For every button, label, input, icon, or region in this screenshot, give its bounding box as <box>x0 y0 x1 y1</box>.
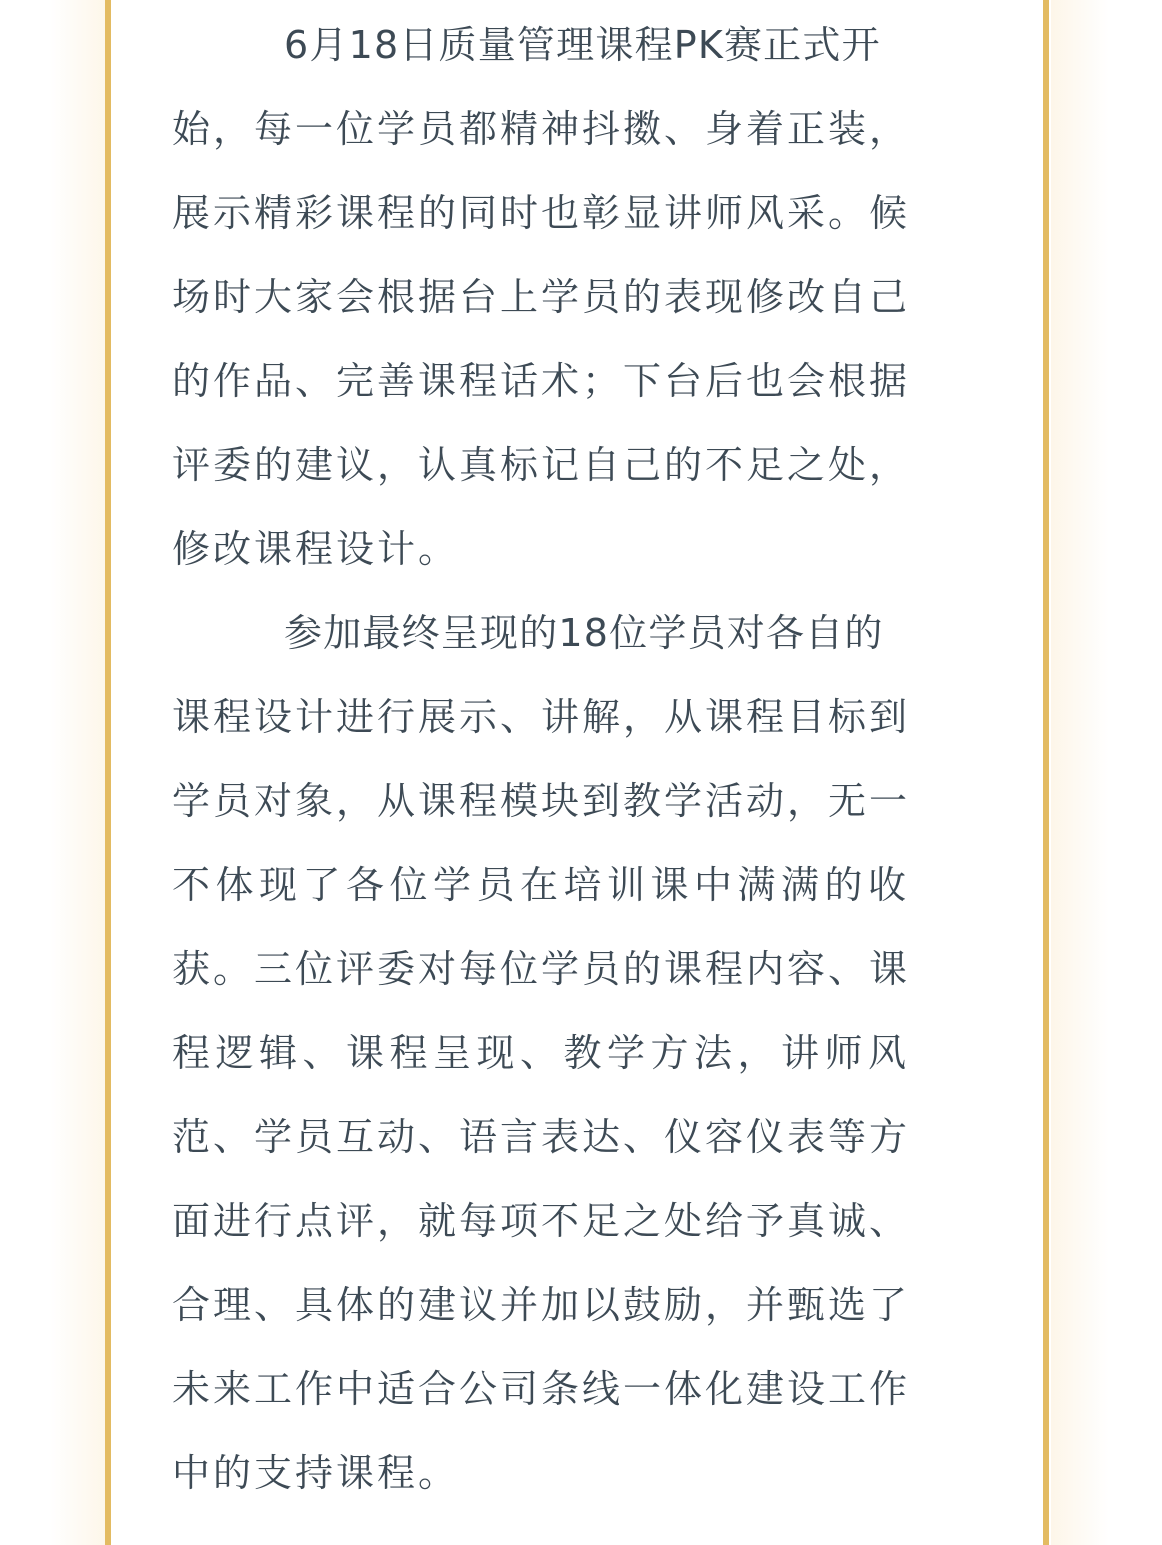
text-line: 未来工作中适合公司条线一体化建设工作 <box>172 1367 911 1411</box>
left-glow-decoration <box>50 0 108 1545</box>
text-line: 展示精彩课程的同时也彰显讲师风采。候 <box>172 191 911 235</box>
text-line: 范、学员互动、语言表达、仪容仪表等方 <box>172 1115 911 1159</box>
text-line: 修改课程设计。 <box>172 527 460 571</box>
right-glow-decoration <box>1051 0 1109 1545</box>
text-line: 合理、具体的建议并加以鼓励，并甄选了 <box>172 1283 911 1327</box>
paragraph-2 <box>172 591 992 1515</box>
text-line: 学员对象，从课程模块到教学活动，无一 <box>172 779 911 823</box>
article-body <box>172 0 992 1515</box>
text-line: 评委的建议，认真标记自己的不足之处， <box>172 443 911 487</box>
text-line: 课程设计进行展示、讲解，从课程目标到 <box>172 695 911 739</box>
text-line: 的作品、完善课程话术；下台后也会根据 <box>172 359 911 403</box>
text-line: 参加最终呈现的18位学员对各自的 <box>284 611 884 655</box>
text-line: 始，每一位学员都精神抖擞、身着正装， <box>172 107 911 151</box>
text-line: 6月18日质量管理课程PK赛正式开 <box>284 23 881 67</box>
text-line: 中的支持课程。 <box>172 1451 460 1495</box>
text-line: 面进行点评，就每项不足之处给予真诚、 <box>172 1199 911 1243</box>
text-line: 获。三位评委对每位学员的课程内容、课 <box>172 947 911 991</box>
paragraph-1 <box>172 0 992 591</box>
text-line: 程逻辑、课程呈现、教学方法，讲师风 <box>172 1031 912 1075</box>
text-line: 不体现了各位学员在培训课中满满的收 <box>172 863 912 907</box>
text-line: 场时大家会根据台上学员的表现修改自己 <box>172 275 911 319</box>
